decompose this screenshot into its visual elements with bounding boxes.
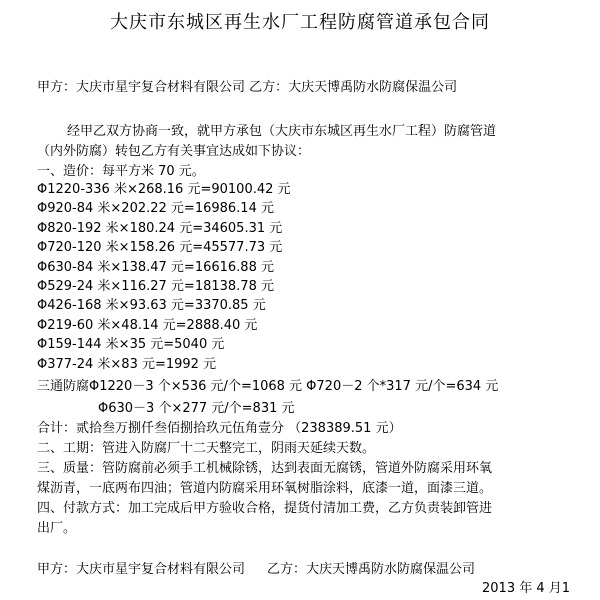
pipe-cost-item: Φ159-144 米×35 元=5040 元 [37, 337, 225, 353]
party-a-signature: 甲方：大庆市星宇复合材料有限公司 [37, 562, 246, 577]
document-title: 大庆市东城区再生水厂工程防腐管道承包合同 [110, 12, 490, 33]
quality-clause-line-2: 煤沥青，一底两布四油；管道内防腐采用环氧树脂涂料，底漆一道，面漆三道。 [37, 481, 493, 496]
pipe-cost-item: Φ1220-336 米×268.16 元=90100.42 元 [37, 182, 291, 197]
tee-anticorrosion-line-2: Φ630－3 个×277 元/个=831 元 [98, 401, 295, 416]
pipe-cost-item: Φ630-84 米×138.47 元=16616.88 元 [37, 259, 274, 275]
pipe-cost-item: Φ529-24 米×116.27 元=18138.78 元 [37, 278, 274, 294]
payment-clause-line-2: 出厂。 [37, 521, 77, 536]
pipe-cost-item: Φ426-168 米×93.63 元=3370.85 元 [37, 298, 266, 314]
tee-anticorrosion-line-1: 三通防腐Φ1220－3 个×536 元/个=1068 元 Φ720－2 个*317 元/个=634 元 [37, 379, 499, 394]
pipe-cost-item: Φ920-84 米×202.22 元=16986.14 元 [37, 201, 274, 217]
total-amount: 合计：贰拾叁万捌仟叁佰捌拾玖元伍角壹分 （238389.51 元） [37, 421, 402, 436]
pipe-cost-item: Φ720-120 米×158.26 元=45577.73 元 [37, 240, 283, 256]
quality-clause-line-1: 三、质量：管防腐前必须手工机械除锈，达到表面无腐锈，管道外防腐采用环氧 [37, 461, 493, 476]
contract-parties: 甲方：大庆市星宇复合材料有限公司 乙方：大庆天博禹防水防腐保温公司 [37, 80, 458, 95]
pipe-cost-item: Φ219-60 米×48.14 元=2888.40 元 [37, 317, 258, 333]
cost-heading: 一、造价：每平方米 70 元。 [37, 164, 205, 179]
contract-date: 2013 年 4 月1 [482, 581, 571, 596]
pipe-cost-list [37, 181, 291, 375]
pipe-cost-item: Φ820-192 米×180.24 元=34605.31 元 [37, 220, 283, 236]
signature-line [37, 561, 475, 579]
party-b-signature: 乙方：大庆天博禹防水防腐保温公司 [267, 562, 476, 577]
pipe-cost-item: Φ377-24 米×83 元=1992 元 [37, 356, 217, 372]
construction-period: 二、工期：管进入防腐厂十二天整完工，阴雨天延续天数。 [37, 441, 376, 456]
payment-clause-line-1: 四、付款方式：加工完成后甲方验收合格，提货付清加工费，乙方负责装卸管进 [37, 501, 493, 516]
intro-paragraph-line-2: （内外防腐）转包乙方有关事宜达成如下协议： [37, 144, 311, 159]
intro-paragraph-line-1: 经甲乙双方协商一致，就甲方承包（大庆市东城区再生水厂工程）防腐管道 [67, 124, 497, 139]
